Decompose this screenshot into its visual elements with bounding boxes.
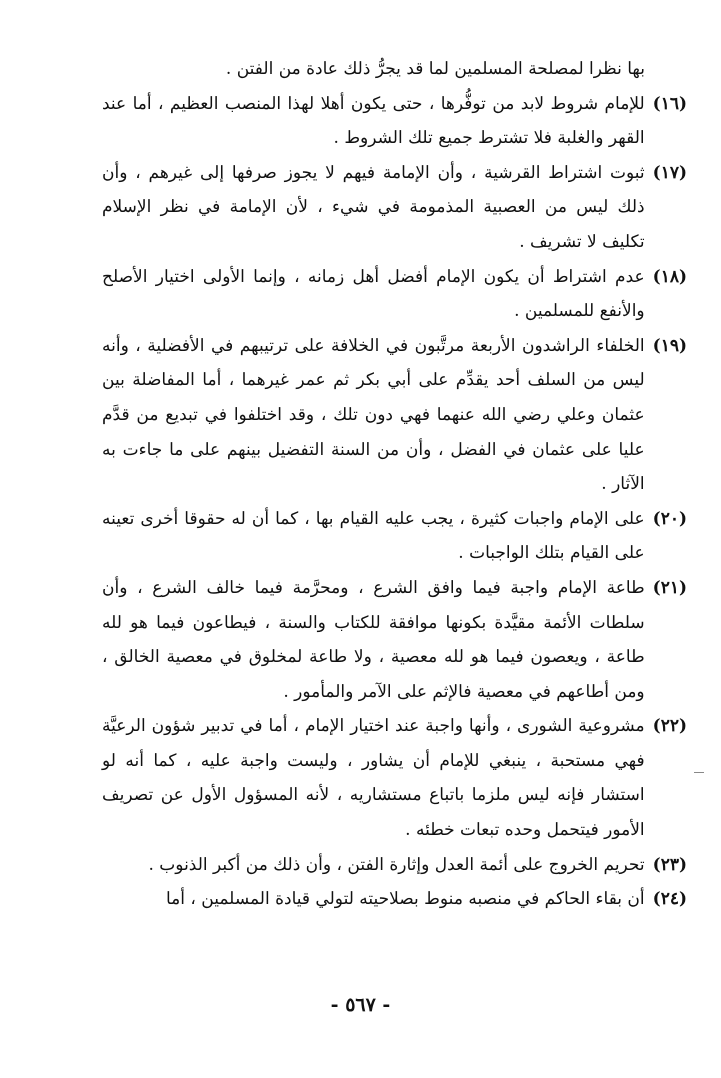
item-number: (١٦) (652, 93, 687, 114)
list-item (102, 571, 687, 709)
item-number: (٢٤) (652, 889, 687, 910)
item-text: تحريم الخروج على أئمة العدل وإثارة الفتن ، وأن ذلك من أكبر الذنوب . (148, 854, 645, 875)
item-number: (٢٢) (652, 716, 687, 737)
item-text: عدم اشتراط أن يكون الإمام أفضل أهل زمانه ، وإنما الأولى اختيار الأصلح والأنفع للمسلمين . (102, 266, 645, 322)
item-text: أن بقاء الحاكم في منصبه منوط بصلاحيته لتولي قيادة المسلمين ، أما (165, 889, 645, 910)
list-item (102, 882, 687, 917)
page-number: - ٥٦٧ - (330, 994, 391, 1016)
item-text: ثبوت اشتراط القرشية ، وأن الإمامة فيهم لا يجوز صرفها إلى غيرهم ، وأن ذلك ليس من العصبية المذمومة في شيء ، لأن الإمامة في نظر الإسلام تكليف لا تشريف . (102, 162, 645, 252)
item-text: مشروعية الشورى ، وأنها واجبة عند اختيار الإمام ، أما في تدبير شؤون الرعيَّة فهي مستحبة ، ينبغي للإمام أن يشاور ، وليست واجبة عليه ، كما أنه لو استشار فإنه ليس ملزما باتباع مستشاريه ، لأنه المسؤول الأول عن تصريف الأمور فيتحمل وحده تبعات خطئه . (102, 716, 645, 841)
item-text: طاعة الإمام واجبة فيما وافق الشرع ، ومحرَّمة فيما خالف الشرع ، وأن سلطات الأئمة مقيَّدة بكونها موافقة للكتاب والسنة ، فيطاعون فيما هو لله طاعة ، ويعصون فيما هو لله معصية ، ولا طاعة لمخلوق في معصية الخالق ، ومن أطاعهم في معصية فالإثم على الآمر والمأمور . (102, 577, 645, 702)
item-text: الخلفاء الراشدون الأربعة مرتَّبون في الخلافة على ترتيبهم في الأفضلية ، وأنه ليس من السلف أحد يقدِّم على أبي بكر ثم عمر غيرهما ، أما المفاضلة بين عثمان وعلي رضي الله عنهما فهي دون تلك ، وقد اختلفوا في تبديع من قدَّم عليا على عثمان في الفضل ، وأن من السنة التفضيل بينهم على ما جاءت به الآثار . (102, 335, 645, 495)
list-item (102, 87, 687, 156)
list-item (102, 709, 687, 847)
list-item (102, 329, 687, 502)
item-number: (١٨) (652, 266, 687, 287)
margin-mark (694, 772, 704, 773)
item-text: على الإمام واجبات كثيرة ، يجب عليه القيام بها ، كما أن له حقوقا أخرى تعينه على القيام بتلك الواجبات . (102, 508, 645, 564)
item-number: (١٩) (652, 335, 687, 356)
continuation-paragraph: بها نظرا لمصلحة المسلمين لما قد يجرُّ ذلك عادة من الفتن . (225, 59, 645, 79)
item-number: (١٧) (652, 162, 687, 183)
list-item (102, 156, 687, 260)
item-text: للإمام شروط لابد من توفُّرها ، حتى يكون أهلا لهذا المنصب العظيم ، أما عند القهر والغلبة فلا تشترط جميع تلك الشروط . (102, 93, 645, 149)
page-body (102, 52, 687, 917)
item-number: (٢٣) (652, 854, 687, 875)
list-item (102, 848, 687, 883)
item-number: (٢٠) (652, 508, 687, 529)
item-number: (٢١) (652, 577, 687, 598)
list-item (102, 260, 687, 329)
list-item (102, 502, 687, 571)
numbered-list (102, 87, 687, 917)
